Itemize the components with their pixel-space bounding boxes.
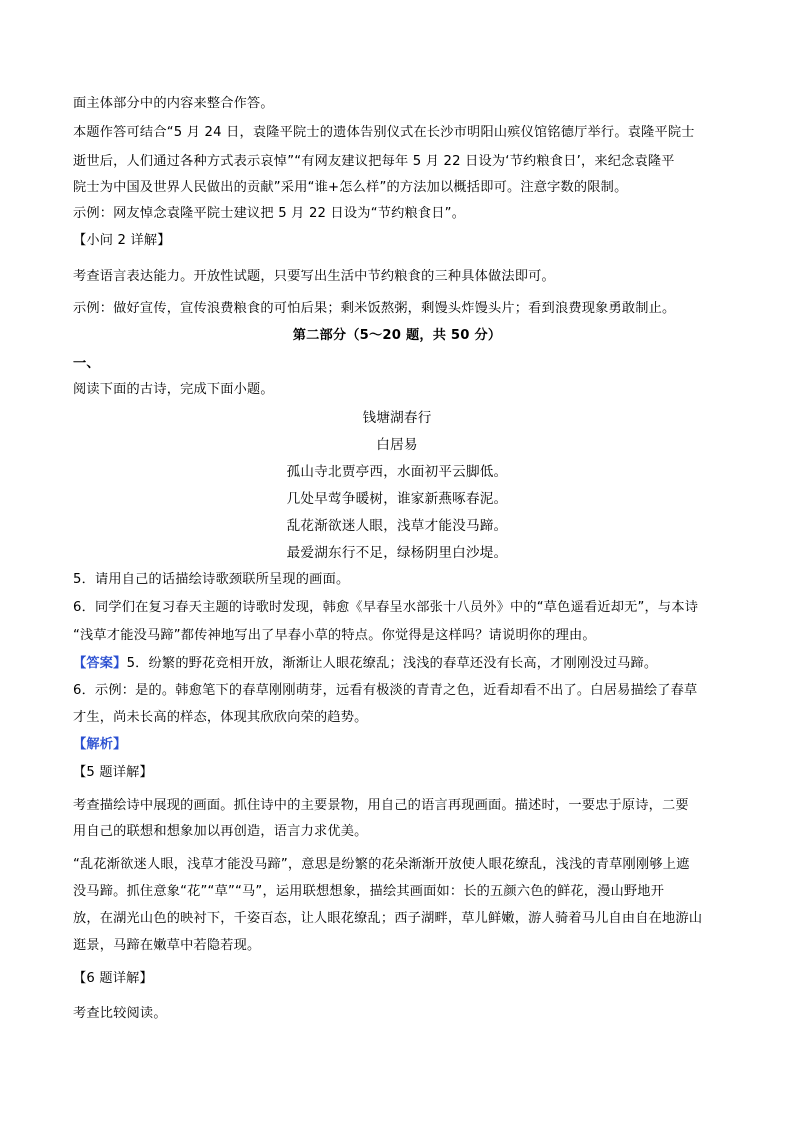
text-line: “浅草才能没马蹄”都传神地写出了早春小草的特点。你觉得是这样吗？请说明你的理由。: [73, 628, 596, 643]
text-line: 面主体部分中的内容来整合作答。: [73, 96, 274, 111]
text-line: 才生，尚未长高的样态，体现其欣欣向荣的趋势。: [73, 710, 368, 725]
text-line: 阅读下面的古诗，完成下面小题。: [73, 382, 274, 397]
answer-5: 5．纷繁的野花竞相开放，渐渐让人眼花缭乱；浅浅的春草还没有长高，才刚刚没过马蹄。: [126, 656, 658, 671]
text-line: 逛景，马蹄在嫩草中若隐若现。: [73, 938, 261, 953]
analysis-label: 【解析】: [73, 737, 127, 752]
question-5: 5．请用自己的话描绘诗歌颈联所呈现的画面。: [73, 572, 350, 587]
poem-line: 乱花渐欲迷人眼，浅草才能没马蹄。: [286, 518, 508, 534]
text-line: 放，在湖光山色的映衬下，千姿百态，让人眼花缭乱；西子湖畔，草儿鲜嫩，游人骑着马儿自由自在地游山: [73, 911, 703, 926]
text-line: “乱花渐欲迷人眼，浅草才能没马蹄”，意思是纷繁的花朵渐渐开放使人眼花缭乱，浅浅的青草刚刚够上遮: [73, 857, 690, 872]
section-heading: 【5 题详解】: [73, 765, 153, 780]
text-line: 示例：网友悼念袁隆平院士建议把 5 月 22 日设为“节约粮食日”。: [73, 206, 466, 221]
poem-author: 白居易: [376, 437, 418, 453]
text-line: 院士为中国及世界人民做出的贡献”采用“谁+怎么样”的方法加以概括即可。注意字数的限制。: [73, 180, 628, 195]
poem-line: 最爱湖东行不足，绿杨阴里白沙堤。: [286, 545, 508, 561]
poem-title: 钱塘湖春行: [362, 410, 432, 426]
text-line: 本题作答可结合“5 月 24 日，袁隆平院士的遗体告别仪式在长沙市明阳山殡仪馆铭德厅举行。袁隆平院士: [73, 125, 695, 140]
section-heading: 【6 题详解】: [73, 971, 153, 986]
poem-line: 孤山寺北贾亭西，水面初平云脚低。: [286, 464, 508, 480]
text-line: 没马蹄。抓住意象“花”“草”“马”，运用联想想象，描绘其画面如：长的五颜六色的鲜花，漫山野地开: [73, 884, 665, 899]
text-line: 用自己的联想和想象加以再创造，语言力求优美。: [73, 824, 368, 839]
answer-line: [73, 655, 733, 673]
question-6: 6．同学们在复习春天主题的诗歌时发现，韩愈《早春呈水部张十八员外》中的“草色遥看近却无”，与本诗: [73, 600, 699, 615]
section-heading: 【小问 2 详解】: [73, 233, 171, 248]
text-line: 考查描绘诗中展现的画面。抓住诗中的主要景物，用自己的语言再现画面。描述时，一要忠于原诗，二要: [73, 798, 689, 813]
part-heading: 第二部分（5～20 题，共 50 分）: [292, 328, 502, 343]
poem-line: 几处早莺争暖树，谁家新燕啄春泥。: [286, 491, 508, 507]
text-line: 考查语言表达能力。开放性试题，只要写出生活中节约粮食的三种具体做法即可。: [73, 269, 555, 284]
answer-6: 6．示例：是的。韩愈笔下的春草刚刚萌芽，远看有极淡的青青之色，近看却看不出了。白居易描绘了春草: [73, 683, 698, 698]
section-number: 一、: [73, 356, 100, 371]
text-line: 示例：做好宣传，宣传浪费粮食的可怕后果；剩米饭熬粥，剩馒头炸馒头片；看到浪费现象勇敢制止。: [73, 301, 676, 316]
text-line: 考查比较阅读。: [73, 1006, 167, 1021]
answer-label: 【答案】: [73, 656, 127, 671]
text-line: 逝世后，人们通过各种方式表示哀悼”“有网友建议把每年 5 月 22 日设为‘节约粮食日’，来纪念袁隆平: [73, 154, 675, 169]
